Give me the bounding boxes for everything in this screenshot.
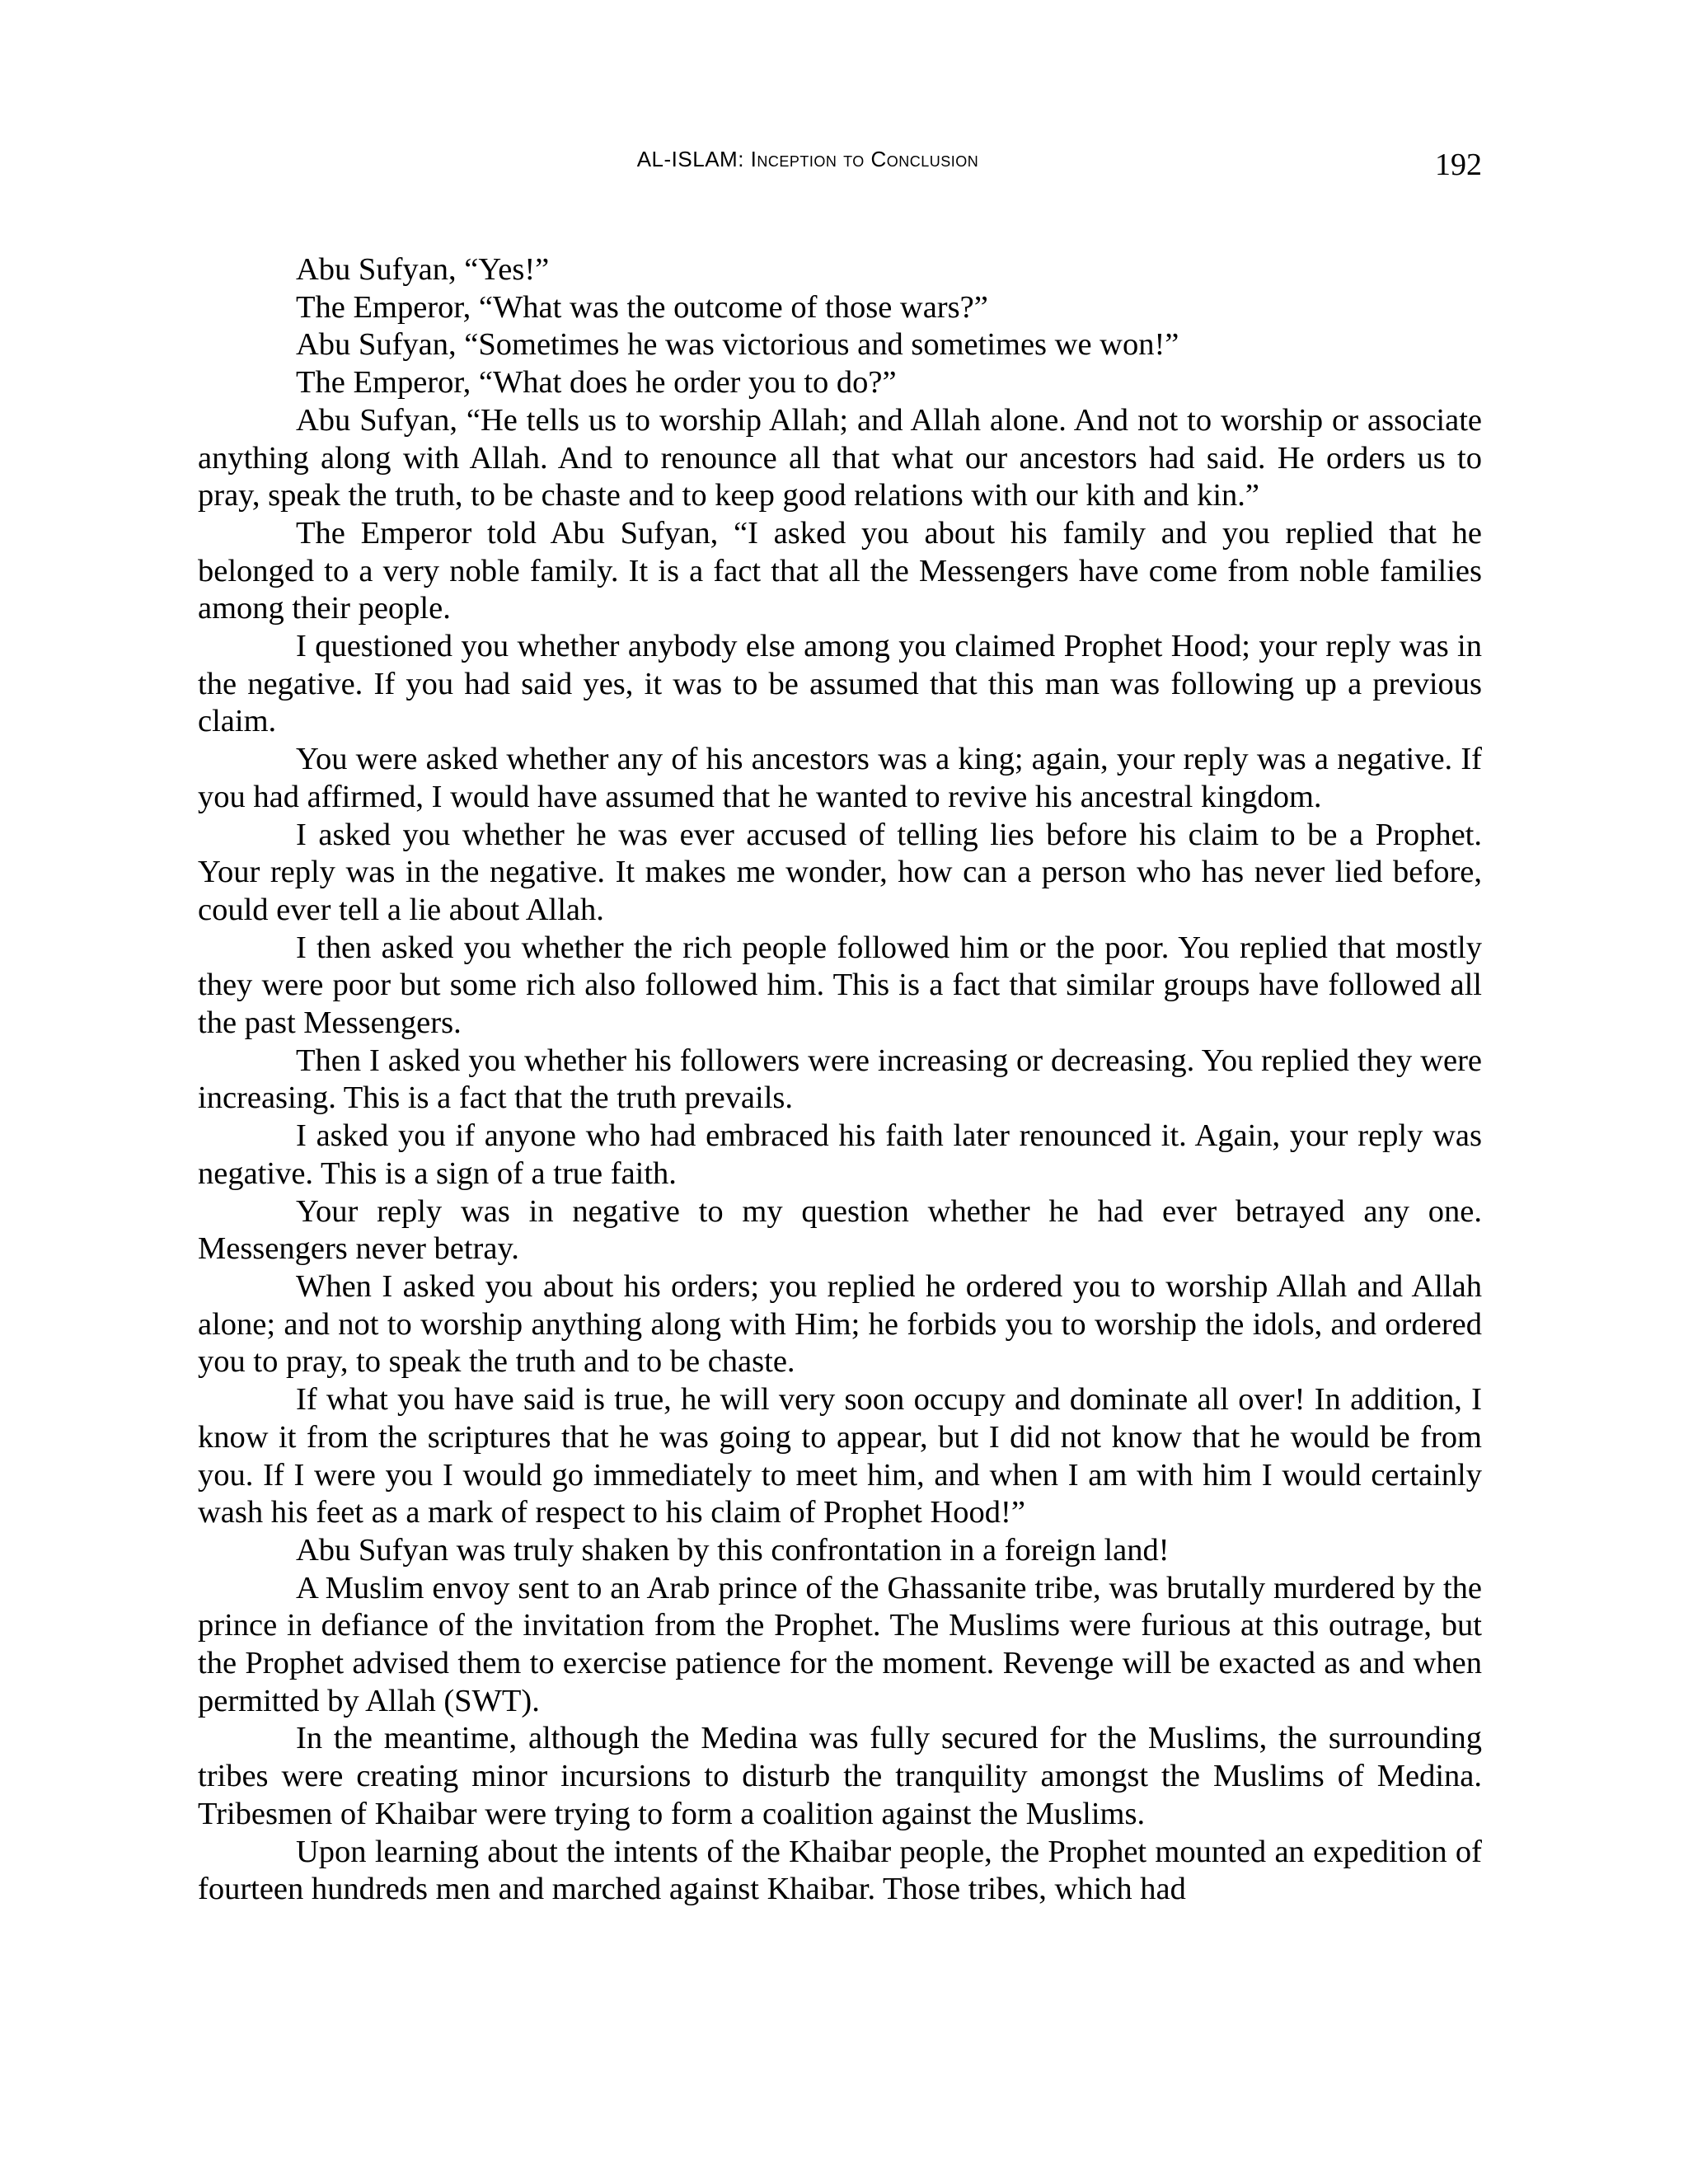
paragraph: Abu Sufyan, “He tells us to worship Allah; and Allah alone. And not to worship or associate anything along with Allah. And to renounce all that what our ancestors had said. He orders us to pray, speak the truth, to be chaste and to keep good relations with our kith and kin.”	[198, 402, 1482, 513]
paragraph: Then I asked you whether his followers were increasing or decreasing. You replied they were increasing. This is a fact that the truth prevails.	[198, 1043, 1482, 1116]
paragraph: I then asked you whether the rich people followed him or the poor. You replied that mostly they were poor but some rich also followed him. This is a fact that similar groups have followed all the past Messengers.	[198, 930, 1482, 1041]
paragraph: Abu Sufyan was truly shaken by this confrontation in a foreign land!	[296, 1532, 1170, 1568]
body-text	[198, 251, 1482, 1909]
paragraph: If what you have said is true, he will very soon occupy and dominate all over! In addition, I know it from the scriptures that he was going to appear, but I did not know that he would be from you. If I were you I would go immediately to meet him, and when I am with him I would certainly wash his feet as a mark of respect to his claim of Prophet Hood!”	[198, 1382, 1482, 1530]
paragraph: Your reply was in negative to my question whether he had ever betrayed any one. Messengers never betray.	[198, 1193, 1482, 1267]
paragraph: The Emperor told Abu Sufyan, “I asked you about his family and you replied that he belonged to a very noble family. It is a fact that all the Messengers have come from noble families among their people.	[198, 515, 1482, 626]
paragraph: Abu Sufyan, “Sometimes he was victorious and sometimes we won!”	[296, 327, 1179, 363]
paragraph: The Emperor, “What was the outcome of those wars?”	[296, 289, 988, 325]
running-header-title: AL-ISLAM: Inception to Conclusion	[636, 147, 979, 171]
paragraph: The Emperor, “What does he order you to do?”	[296, 365, 897, 401]
paragraph: A Muslim envoy sent to an Arab prince of the Ghassanite tribe, was brutally murdered by the prince in defiance of the invitation from the Prophet. The Muslims were furious at this outrage, but the Prophet advised them to exercise patience for the moment. Revenge will be exacted as and when permitted by Allah (SWT).	[198, 1570, 1482, 1718]
paragraph: I asked you whether he was ever accused of telling lies before his claim to be a Prophet. Your reply was in the negative. It makes me wonder, how can a person who has never lied before, could ever tell a lie about Allah.	[198, 817, 1482, 927]
paragraph: In the meantime, although the Medina was fully secured for the Muslims, the surrounding tribes were creating minor incursions to disturb the tranquility amongst the Muslims of Medina. Tribesmen of Khaibar were trying to form a coalition against the Muslims.	[198, 1721, 1482, 1831]
paragraph: You were asked whether any of his ancestors was a king; again, your reply was a negative. If you had affirmed, I would have assumed that he wanted to revive his ancestral kingdom.	[198, 742, 1482, 814]
paragraph: When I asked you about his orders; you replied he ordered you to worship Allah and Allah alone; and not to worship anything along with Him; he forbids you to worship the idols, and ordered you to pray, to speak the truth and to be chaste.	[198, 1268, 1482, 1380]
paragraph: I asked you if anyone who had embraced his faith later renounced it. Again, your reply was negative. This is a sign of a true faith.	[198, 1118, 1482, 1191]
paragraph: Abu Sufyan, “Yes!”	[296, 252, 550, 287]
page-number: 192	[1435, 148, 1482, 182]
paragraph: Upon learning about the intents of the Khaibar people, the Prophet mounted an expedition of fourteen hundreds men and marched against Khaibar. Those tribes, which had	[198, 1834, 1482, 1907]
paragraph: I questioned you whether anybody else among you claimed Prophet Hood; your reply was in the negative. If you had said yes, it was to be assumed that this man was following up a previous claim.	[198, 629, 1482, 739]
